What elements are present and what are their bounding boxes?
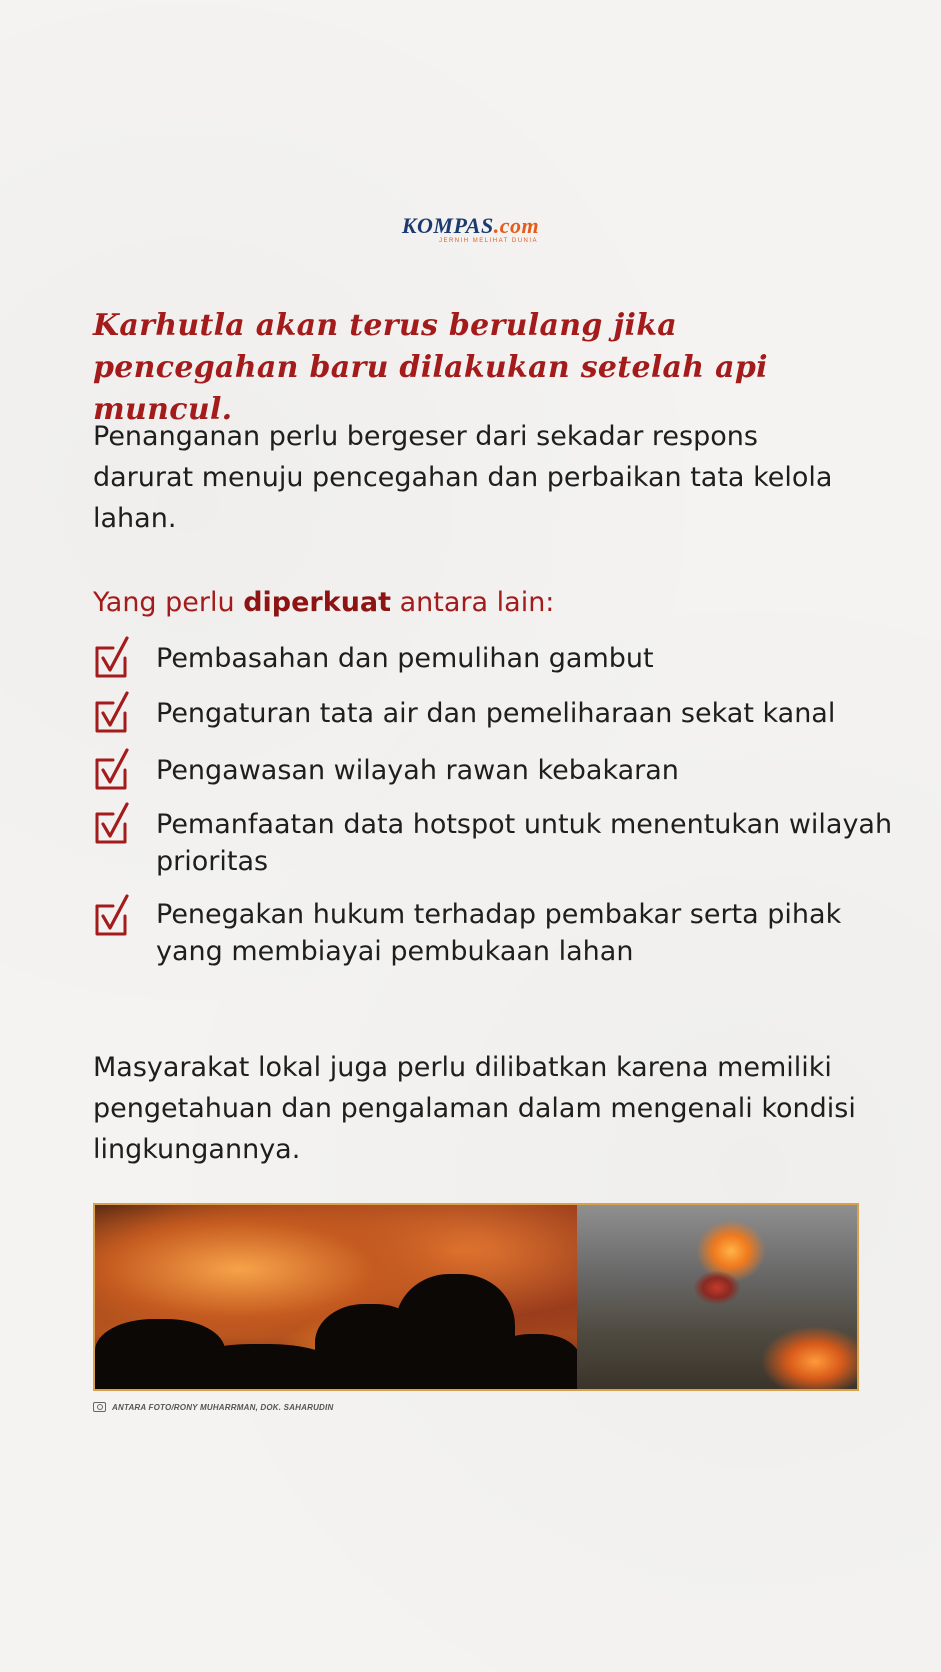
list-lead — [93, 583, 554, 623]
headline: Karhutla akan terus berulang jika pencegahan baru dilakukan setelah api muncul. — [93, 308, 768, 427]
checklist-item-text: Pemanfaatan data hotspot untuk menentukan wilayah prioritas — [156, 809, 893, 877]
closing-paragraph: Masyarakat lokal juga perlu dilibatkan karena memiliki pengetahuan dan pengalaman dalam mengenali kondisi lingkungannya. — [93, 1052, 856, 1165]
checkbox-checked-icon — [93, 634, 135, 680]
checklist-item — [93, 640, 893, 677]
logo-wordmark: KOMPAS — [401, 213, 494, 238]
checklist-item-text: Pembasahan dan pemulihan gambut — [156, 643, 654, 674]
checkbox-checked-icon — [93, 892, 135, 938]
lead-emphasis: diperkuat — [243, 587, 392, 618]
checkbox-checked-icon — [93, 746, 135, 792]
checklist-item-text: Pengaturan tata air dan pemeliharaan sekat kanal — [156, 698, 836, 729]
photo-credit — [93, 1402, 333, 1412]
logo-suffix: .com — [493, 213, 540, 238]
logo-tagline: JERNIH MELIHAT DUNIA — [438, 238, 539, 244]
checklist-item — [93, 896, 893, 970]
lead-after: antara lain: — [391, 587, 555, 618]
firefighter-photo — [577, 1205, 857, 1389]
wildfire-photo-strip — [93, 1203, 859, 1391]
checkbox-checked-icon — [93, 689, 135, 735]
checklist-item — [93, 695, 893, 732]
forest-fire-photo — [95, 1205, 577, 1389]
checklist-item — [93, 752, 893, 789]
checkbox-checked-icon — [93, 800, 135, 846]
checklist-item — [93, 806, 893, 880]
camera-icon — [93, 1402, 106, 1412]
intro-paragraph: Penanganan perlu bergeser dari sekadar respons darurat menuju pencegahan dan perbaikan tata kelola lahan. — [93, 421, 833, 534]
lead-before: Yang perlu — [93, 587, 244, 618]
checklist-item-text: Pengawasan wilayah rawan kebakaran — [156, 755, 679, 786]
photo-credit-text: ANTARA FOTO/RONY MUHARRMAN, DOK. SAHARUDIN — [112, 1402, 334, 1412]
checklist-item-text: Penegakan hukum terhadap pembakar serta pihak yang membiayai pembukaan lahan — [156, 899, 842, 967]
recommendation-checklist — [93, 640, 893, 970]
kompas-logo — [0, 213, 941, 244]
